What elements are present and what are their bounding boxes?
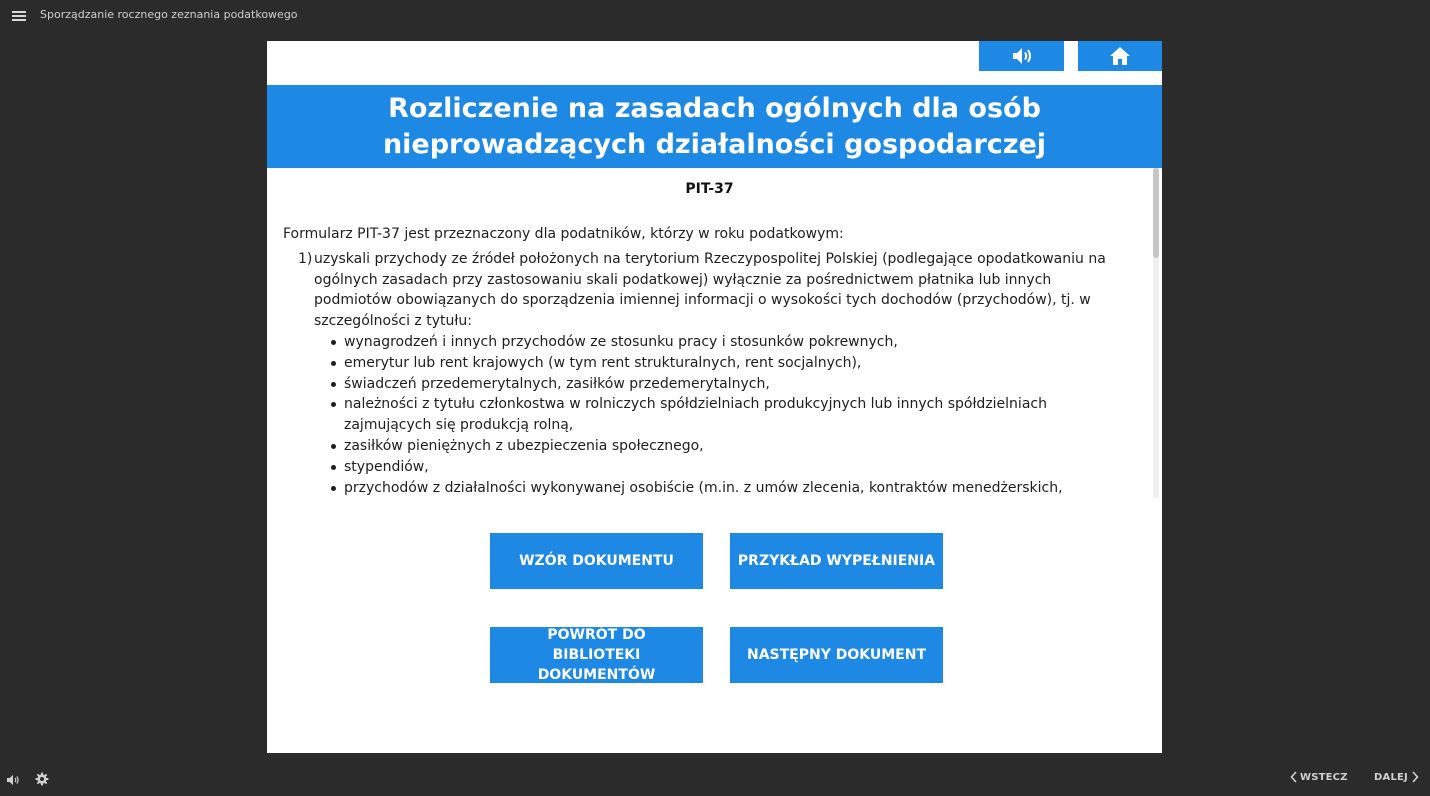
top-bar (0, 0, 1430, 32)
audio-button[interactable] (979, 41, 1064, 71)
list-item: zasiłków pieniężnych z ubezpieczenia społecznego, (314, 436, 1123, 457)
back-to-library-button[interactable] (490, 627, 703, 683)
scrollbar-thumb[interactable] (1153, 168, 1159, 258)
document-heading: PIT-37 (685, 181, 734, 197)
list-item: stypendiów, (314, 457, 1123, 478)
fill-example-label: PRZYKŁAD WYPEŁNIENIA (737, 553, 936, 569)
gear-icon[interactable] (35, 771, 49, 790)
title-banner (267, 85, 1162, 168)
list-item: świadczeń przedemerytalnych, zasiłków przedemerytalnych, (314, 374, 1123, 395)
next-document-button[interactable] (730, 627, 943, 683)
list-item: emerytur lub rent krajowych (w tym rent strukturalnych, rent socjalnych), (314, 353, 1123, 374)
next-document-label: NASTĘPNY DOKUMENT (747, 647, 926, 663)
speaker-icon (1011, 46, 1033, 66)
hamburger-icon[interactable] (12, 10, 26, 22)
fill-example-button[interactable] (730, 533, 943, 589)
next-button[interactable] (1374, 771, 1419, 783)
slide (267, 41, 1162, 753)
next-label: DALEJ (1374, 771, 1408, 783)
document-template-label: WZÓR DOKUMENTU (519, 553, 674, 569)
item-text: uzyskali przychody ze źródeł położonych na terytorium Rzeczypospolitej Polskiej (podlegające opodatkowaniu na ogólnych zasadach przy zastosowaniu skali podatkowej) wyłącznie za pośrednictwem płatnika lub innych podmiotów obowiązanych do sporządzenia imiennej informacji o wysokości tych dochodów (przychodów), tj. w szczególności z tytułu: (314, 250, 1106, 330)
content-scrollbar[interactable] (1153, 168, 1159, 498)
item-number: 1) (298, 250, 313, 267)
bullet-list (314, 332, 1123, 498)
back-label: WSTECZ (1300, 771, 1348, 783)
course-title: Sporządzanie rocznego zeznania podatkowego (40, 8, 298, 21)
back-to-library-label: POWRÓT DO BIBLIOTEKI DOKUMENTÓW (537, 627, 656, 683)
numbered-item (283, 249, 1123, 498)
chevron-right-icon (1412, 771, 1419, 783)
chevron-left-icon (1290, 771, 1297, 783)
home-button[interactable] (1078, 41, 1162, 71)
page-title: Rozliczenie na zasadach ogólnych dla osób nieprowadzących działalności gospodarczej (382, 92, 1047, 160)
back-button[interactable] (1290, 771, 1348, 783)
home-icon (1109, 46, 1131, 66)
document-description (283, 224, 1123, 498)
document-template-button[interactable] (490, 533, 703, 589)
list-item: przychodów z działalności wykonywanej osobiście (m.in. z umów zlecenia, kontraktów menedżerskich, (314, 478, 1123, 498)
scrollable-content[interactable] (267, 168, 1162, 498)
list-item: należności z tytułu członkostwa w rolniczych spółdzielniach produkcyjnych lub innych spółdzielniach zajmujących się produkcją rolną, (314, 394, 1123, 436)
intro-text: Formularz PIT-37 jest przeznaczony dla podatników, którzy w roku podatkowym: (283, 226, 844, 242)
volume-icon[interactable] (6, 771, 20, 790)
list-item: wynagrodzeń i innych przychodów ze stosunku pracy i stosunków pokrewnych, (314, 332, 1123, 353)
